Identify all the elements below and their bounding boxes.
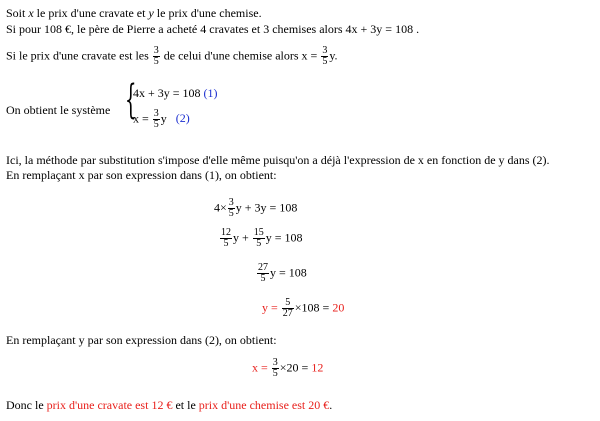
fraction: $\frac{3}{5}$ [153,108,159,130]
step-3: $\frac{27}{5}$ y = 108 [258,262,307,284]
intro-text: Soit [6,6,29,20]
system-eq-2: x = $\frac{3}{5}$ y (2) [133,108,190,130]
intro-text: Si le prix d'une cravate est les [6,48,152,63]
fraction: $\frac{15}{5}$ [253,227,264,249]
eq-ref-2: (2) [175,111,190,126]
intro-text: de celui d'une chemise alors x = [160,48,321,63]
fraction: $\frac{3}{5}$ [228,197,234,219]
intro-line-1 [6,6,262,20]
fraction: $\frac{3}{5}$ [272,357,278,379]
intro-line-2: Si pour 108 €, le père de Pierre a acheté 4 cravates et 3 chemises alors 4x + 3y = 108 . [6,22,420,36]
system-brace: { [125,77,137,123]
method-line-1: Ici, la méthode par substitution s'impose d'elle même puisqu'on a déjà l'expression de x en fonction de y dans (2). [6,153,550,167]
intro-text: le prix d'une cravate et [33,6,149,20]
step-2: $\frac{12}{5}$ y + $\frac{15}{5}$ y = 108 [221,227,303,249]
fraction: $\frac{3}{5}$ [153,45,159,67]
result-y: 20 [332,300,345,315]
eq-ref-1: (1) [203,86,218,100]
method-line-2: En remplaçant x par son expression dans (1), on obtient: [6,168,277,182]
step-4: y = $\frac{5}{27}$ ×108 = 20 [262,297,345,319]
result-x: 12 [311,360,324,375]
fraction: $\frac{5}{27}$ [282,297,293,319]
intro-text: le prix d'une chemise. [153,6,262,20]
conclusion: Donc le prix d'une cravate est 12 € et le prix d'une chemise est 20 €. [6,398,333,412]
system-eq-1: 4x + 3y = 108 (1) [133,86,218,100]
x-result-line: x = $\frac{3}{5}$ ×20 = 12 [252,357,324,379]
intro-line-3 [6,46,338,67]
fraction: $\frac{12}{5}$ [221,227,231,249]
var-x: x [28,6,34,20]
intro-text: y. [329,48,338,63]
second-line: En remplaçant y par son expression dans (2), on obtient: [6,333,277,347]
fraction: $\frac{3}{5}$ [322,45,328,67]
conclusion-cravate: prix d'une cravate est 12 € [46,398,173,412]
step-1: 4× $\frac{3}{5}$ y + 3y = 108 [214,197,298,219]
conclusion-chemise: prix d'une chemise est 20 € [198,398,330,412]
fraction: $\frac{27}{5}$ [258,262,268,284]
var-y: y [148,6,154,20]
system-label: On obtient le système [6,103,111,117]
